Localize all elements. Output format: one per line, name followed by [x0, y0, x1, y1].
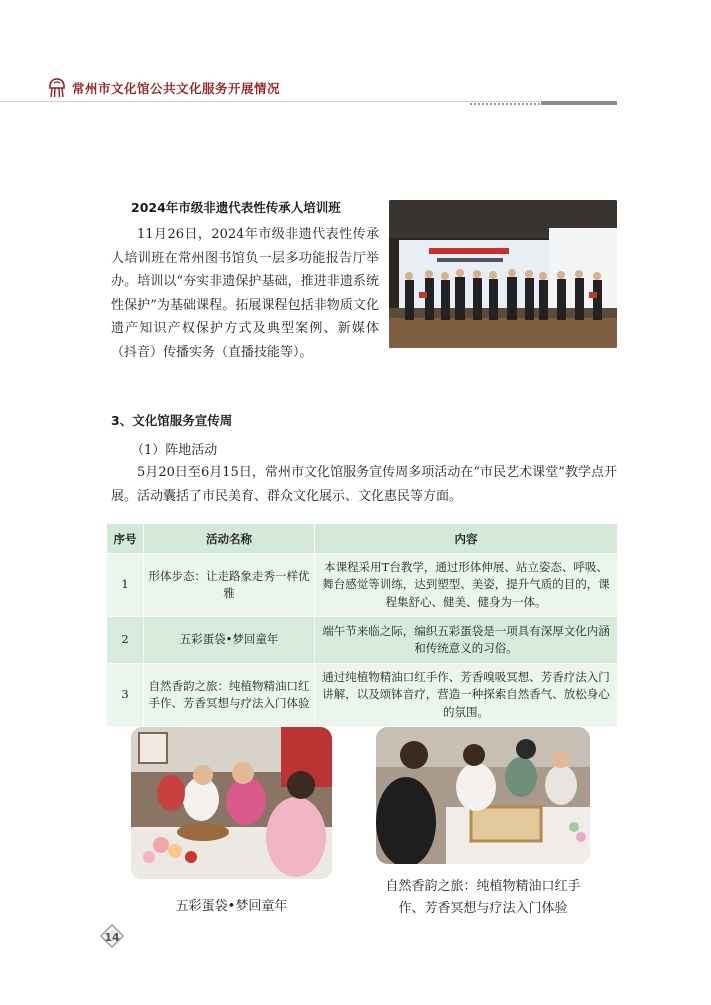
table-row: [107, 617, 618, 664]
row-number: 1: [107, 554, 144, 617]
activity-content: 端午节来临之际，编织五彩蛋袋是一项具有深厚文化内涵和传统意义的习俗。: [315, 617, 618, 664]
week-subtitle: （1）阵地活动: [131, 443, 218, 458]
lipstick-workshop-photo: [376, 727, 590, 864]
table-row: [107, 664, 618, 727]
table-row: [107, 554, 618, 617]
egg-bag-activity-photo: [131, 727, 332, 879]
training-section-title: 2024年市级非遗代表性传承人培训班: [131, 200, 341, 215]
header-dotted-rule: [470, 103, 540, 105]
header-cell-no: 序号: [107, 524, 144, 554]
header-divider: [0, 101, 540, 102]
activity-content: 通过纯植物精油口红手作、芳香嗅吸冥想、芳香疗法入门讲解，以及颂钵音疗，营造一种探索自然香气、放松身心的氛围。: [315, 664, 618, 727]
week-paragraph: 5月20日至6月15日，常州市文化馆服务宣传周多项活动在“市民艺术课堂”教学点开展。活动囊括了市民美育、群众文化展示、文化惠民等方面。: [111, 465, 617, 504]
running-header: [48, 76, 280, 100]
activities-table: [106, 523, 618, 727]
table-header-row: [107, 524, 618, 554]
row-number: 2: [107, 617, 144, 664]
left-photo-caption: 五彩蛋袋•梦回童年: [175, 899, 288, 914]
right-photo-caption: 自然香韵之旅：纯植物精油口红手作、芳香冥想与疗法入门体验: [385, 879, 581, 916]
header-cell-content: 内容: [315, 524, 618, 554]
training-paragraph: 11月26日，2024年市级非遗代表性传承人培训班在常州图书馆负一层多功能报告厅举办。培训以“夯实非遗保护基础，推进非遗系统性保护”为基础课程。拓展课程包括非物质文化遗产知识产权保护方式及典型案例、新媒体（抖音）传播实务（直播技能等）。: [111, 227, 379, 360]
activity-content: 本课程采用T台教学，通过形体伸展、站立姿态、呼吸、舞台感觉等训练，达到塑型、美姿，提升气质的目的，课程集舒心、健美、健身为一体。: [315, 554, 618, 617]
row-number: 3: [107, 664, 144, 727]
header-cell-name: 活动名称: [144, 524, 315, 554]
activity-name: 五彩蛋袋•梦回童年: [144, 617, 315, 664]
training-ceremony-photo: [389, 200, 617, 348]
header-title: 常州市文化馆公共文化服务开展情况: [72, 81, 281, 96]
activity-name: 形体步态：让走路象走秀一样优雅: [144, 554, 315, 617]
activity-name: 自然香韵之旅：纯植物精油口红手作、芳香冥想与疗法入门体验: [144, 664, 315, 727]
page-number: 14: [104, 931, 120, 944]
week-section-title: 3、文化馆服务宣传周: [111, 413, 233, 428]
cultural-center-logo-icon: [48, 77, 66, 99]
header-accent-bar: [541, 101, 617, 105]
